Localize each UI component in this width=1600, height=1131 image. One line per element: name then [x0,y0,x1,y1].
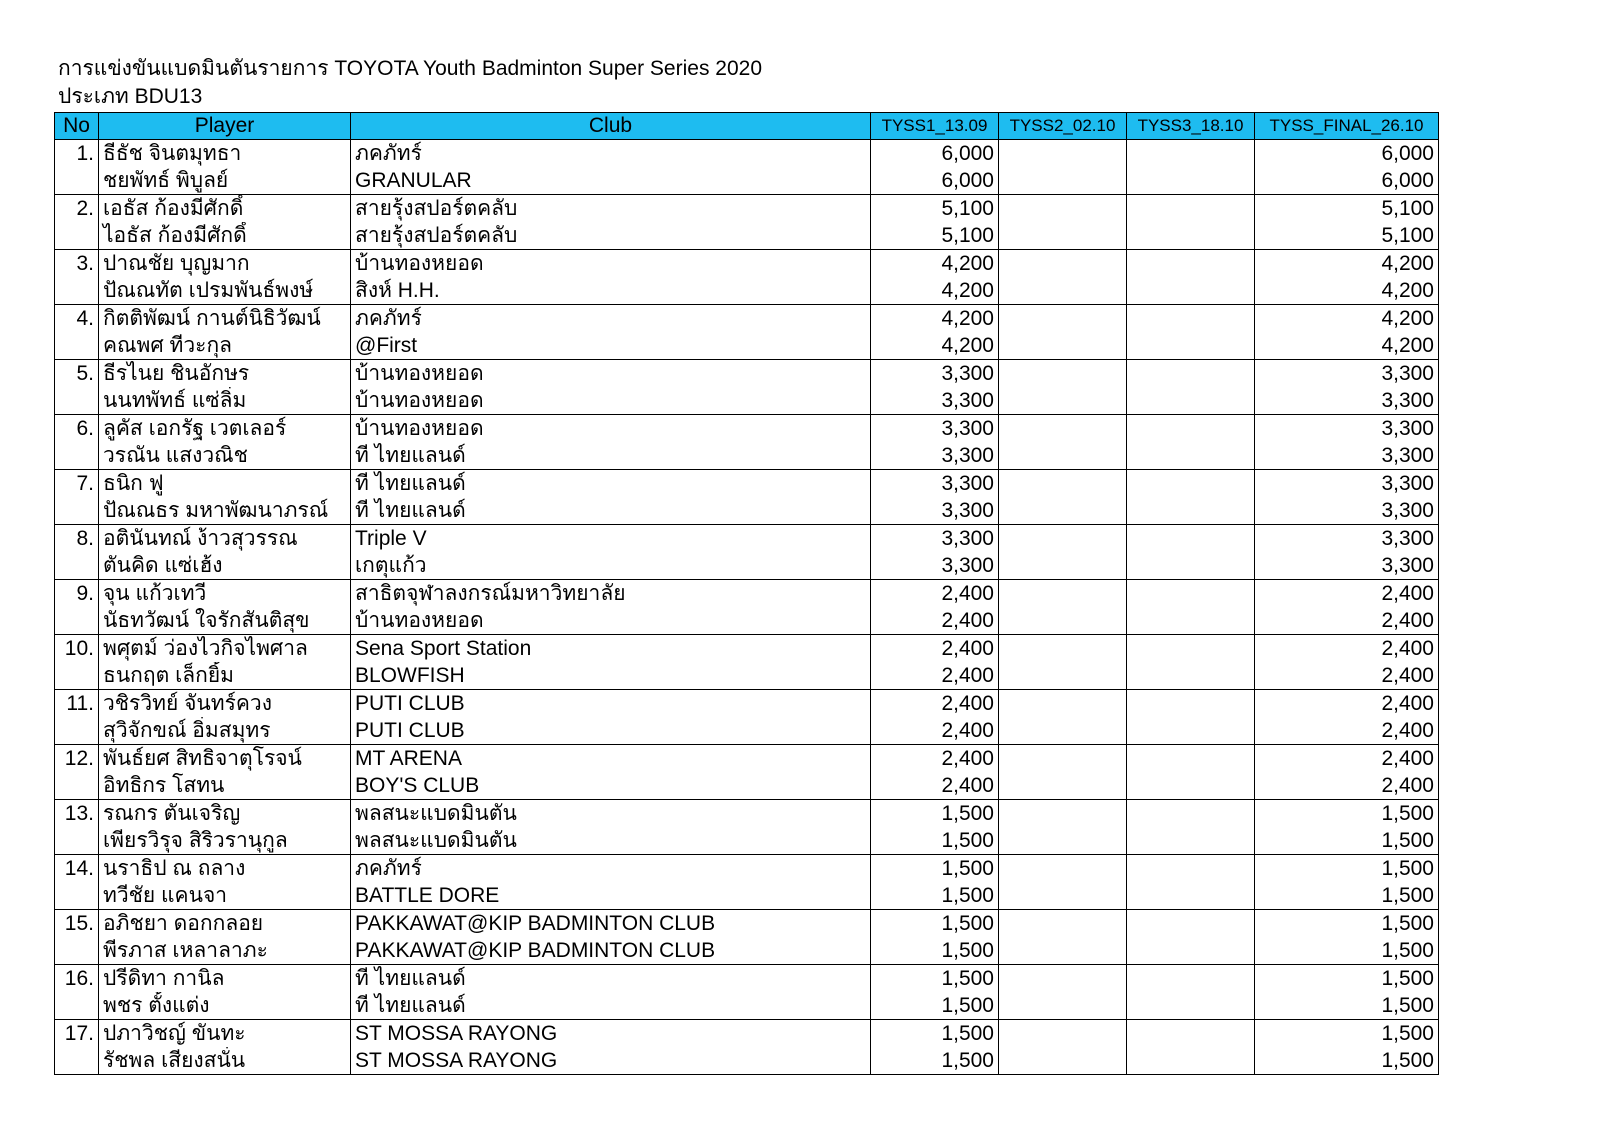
club-name-cell: ที ไทยแลนด์ [351,965,871,993]
tyss2-points-cell [999,662,1127,690]
player-name-cell: นนทพัทธ์ แซ่ลิ่ม [99,387,351,415]
tyss3-points-cell [1127,607,1255,635]
club-name-cell: MT ARENA [351,745,871,773]
table-row [55,690,1439,718]
tyss1-points-cell: 2,400 [871,690,999,718]
table-row [55,992,1439,1020]
final-points-cell: 6,000 [1255,167,1439,195]
tyss1-points-cell: 1,500 [871,937,999,965]
document-title: การแข่งขันแบดมินตันรายการ TOYOTA Youth Badminton Super Series 2020 [58,57,762,80]
tyss1-points-cell: 1,500 [871,855,999,883]
tyss2-points-cell [999,1020,1127,1048]
tyss2-points-cell [999,470,1127,498]
tyss3-points-cell [1127,717,1255,745]
club-name-cell: เกตุแก้ว [351,552,871,580]
rank-number-cell [55,442,99,470]
final-points-cell: 1,500 [1255,855,1439,883]
tyss1-points-cell: 1,500 [871,827,999,855]
final-points-cell: 3,300 [1255,442,1439,470]
club-name-cell: บ้านทองหยอด [351,415,871,443]
tyss2-points-cell [999,442,1127,470]
player-name-cell: ปาณชัย บุญมาก [99,250,351,278]
tyss3-points-cell [1127,360,1255,388]
tyss1-points-cell: 6,000 [871,140,999,168]
column-header-final: TYSS_FINAL_26.10 [1255,113,1439,140]
player-name-cell: รณกร ตันเจริญ [99,800,351,828]
table-row [55,965,1439,993]
player-name-cell: พันธ์ยศ สิทธิจาตุโรจน์ [99,745,351,773]
club-name-cell: บ้านทองหยอด [351,360,871,388]
rank-number-cell [55,277,99,305]
tyss1-points-cell: 2,400 [871,662,999,690]
player-name-cell: ลูคัส เอกรัฐ เวตเลอร์ [99,415,351,443]
table-row [55,525,1439,553]
tyss1-points-cell: 1,500 [871,910,999,938]
club-name-cell: ที ไทยแลนด์ [351,992,871,1020]
club-name-cell: BOY'S CLUB [351,772,871,800]
player-name-cell: คณพศ ทีวะกุล [99,332,351,360]
tyss2-points-cell [999,195,1127,223]
club-name-cell: ภคภัทร์ [351,855,871,883]
table-row [55,497,1439,525]
tyss2-points-cell [999,607,1127,635]
tyss2-points-cell [999,525,1127,553]
rank-number-cell: 8. [55,525,99,553]
table-row [55,332,1439,360]
tyss2-points-cell [999,717,1127,745]
tyss3-points-cell [1127,470,1255,498]
player-name-cell: เอธัส ก้องมีศักดิ์ [99,195,351,223]
rank-number-cell: 17. [55,1020,99,1048]
final-points-cell: 1,500 [1255,800,1439,828]
table-row [55,607,1439,635]
rank-number-cell: 14. [55,855,99,883]
table-row [55,470,1439,498]
final-points-cell: 6,000 [1255,140,1439,168]
final-points-cell: 5,100 [1255,195,1439,223]
tyss3-points-cell [1127,222,1255,250]
final-points-cell: 2,400 [1255,580,1439,608]
table-row [55,250,1439,278]
rank-number-cell [55,607,99,635]
ranking-table [54,112,1439,1075]
table-row [55,827,1439,855]
tyss3-points-cell [1127,442,1255,470]
rank-number-cell [55,222,99,250]
rank-number-cell: 10. [55,635,99,663]
rank-number-cell [55,827,99,855]
final-points-cell: 1,500 [1255,937,1439,965]
tyss3-points-cell [1127,305,1255,333]
table-row [55,635,1439,663]
table-row [55,662,1439,690]
tyss2-points-cell [999,305,1127,333]
player-name-cell: สุวิจักขณ์ อิ่มสมุทร [99,717,351,745]
tyss3-points-cell [1127,415,1255,443]
tyss2-points-cell [999,167,1127,195]
rank-number-cell [55,882,99,910]
player-name-cell: ไอธัส ก้องมีศักดิ์ [99,222,351,250]
tyss2-points-cell [999,910,1127,938]
rank-number-cell [55,167,99,195]
tyss3-points-cell [1127,332,1255,360]
rank-number-cell: 7. [55,470,99,498]
tyss1-points-cell: 1,500 [871,800,999,828]
column-header-club: Club [351,113,871,140]
tyss3-points-cell [1127,910,1255,938]
club-name-cell: บ้านทองหยอด [351,250,871,278]
tyss1-points-cell: 3,300 [871,525,999,553]
club-name-cell: BLOWFISH [351,662,871,690]
player-name-cell: กิตติพัฒน์ กานต์นิธิวัฒน์ [99,305,351,333]
final-points-cell: 1,500 [1255,910,1439,938]
club-name-cell: ภคภัทร์ [351,305,871,333]
tyss1-points-cell: 2,400 [871,607,999,635]
club-name-cell: พลสนะแบดมินตัน [351,800,871,828]
club-name-cell: GRANULAR [351,167,871,195]
tyss1-points-cell: 1,500 [871,1020,999,1048]
rank-number-cell: 6. [55,415,99,443]
tyss3-points-cell [1127,965,1255,993]
tyss2-points-cell [999,855,1127,883]
player-name-cell: วชิรวิทย์ จันทร์ควง [99,690,351,718]
tyss2-points-cell [999,937,1127,965]
table-row [55,717,1439,745]
tyss1-points-cell: 1,500 [871,992,999,1020]
player-name-cell: ทวีชัย แคนจา [99,882,351,910]
rank-number-cell [55,772,99,800]
table-row [55,580,1439,608]
final-points-cell: 2,400 [1255,745,1439,773]
tyss3-points-cell [1127,497,1255,525]
column-header-player: Player [99,113,351,140]
rank-number-cell: 1. [55,140,99,168]
tyss3-points-cell [1127,1047,1255,1075]
rank-number-cell: 2. [55,195,99,223]
table-row [55,222,1439,250]
player-name-cell: ตันคิด แซ่เฮ้ง [99,552,351,580]
club-name-cell: ST MOSSA RAYONG [351,1020,871,1048]
rank-number-cell [55,1047,99,1075]
player-name-cell: ชยพัทธ์ พิบูลย์ [99,167,351,195]
table-header-row [55,113,1439,140]
tyss3-points-cell [1127,277,1255,305]
tyss2-points-cell [999,992,1127,1020]
player-name-cell: อิทธิกร โสทน [99,772,351,800]
tyss3-points-cell [1127,387,1255,415]
tyss1-points-cell: 2,400 [871,635,999,663]
table-row [55,937,1439,965]
final-points-cell: 2,400 [1255,772,1439,800]
club-name-cell: PAKKAWAT@KIP BADMINTON CLUB [351,937,871,965]
tyss1-points-cell: 4,200 [871,250,999,278]
column-header-tyss2: TYSS2_02.10 [999,113,1127,140]
tyss1-points-cell: 2,400 [871,745,999,773]
final-points-cell: 4,200 [1255,250,1439,278]
final-points-cell: 2,400 [1255,662,1439,690]
tyss2-points-cell [999,250,1127,278]
club-name-cell: สิงห์ H.H. [351,277,871,305]
final-points-cell: 3,300 [1255,470,1439,498]
tyss2-points-cell [999,222,1127,250]
club-name-cell: PUTI CLUB [351,690,871,718]
final-points-cell: 3,300 [1255,525,1439,553]
player-name-cell: อภิชยา ดอกกลอย [99,910,351,938]
final-points-cell: 4,200 [1255,305,1439,333]
rank-number-cell: 15. [55,910,99,938]
tyss1-points-cell: 1,500 [871,965,999,993]
tyss2-points-cell [999,332,1127,360]
final-points-cell: 1,500 [1255,827,1439,855]
table-row [55,305,1439,333]
rank-number-cell [55,662,99,690]
tyss2-points-cell [999,360,1127,388]
tyss2-points-cell [999,1047,1127,1075]
player-name-cell: ปัณณทัต เปรมพันธ์พงษ์ [99,277,351,305]
club-name-cell: PUTI CLUB [351,717,871,745]
tyss3-points-cell [1127,140,1255,168]
tyss1-points-cell: 5,100 [871,222,999,250]
table-row [55,1020,1439,1048]
player-name-cell: พชร ตั้งแต่ง [99,992,351,1020]
club-name-cell: สายรุ้งสปอร์ตคลับ [351,195,871,223]
rank-number-cell: 5. [55,360,99,388]
rank-number-cell [55,937,99,965]
tyss3-points-cell [1127,992,1255,1020]
player-name-cell: นราธิป ณ ถลาง [99,855,351,883]
player-name-cell: ปัณณธร มหาพัฒนาภรณ์ [99,497,351,525]
rank-number-cell: 12. [55,745,99,773]
final-points-cell: 5,100 [1255,222,1439,250]
tyss1-points-cell: 3,300 [871,470,999,498]
club-name-cell: Triple V [351,525,871,553]
club-name-cell: Sena Sport Station [351,635,871,663]
tyss3-points-cell [1127,167,1255,195]
table-row [55,415,1439,443]
tyss1-points-cell: 4,200 [871,332,999,360]
final-points-cell: 2,400 [1255,635,1439,663]
tyss1-points-cell: 2,400 [871,580,999,608]
player-name-cell: ธนกฤต เล็กยิ้ม [99,662,351,690]
rank-number-cell: 3. [55,250,99,278]
rank-number-cell [55,552,99,580]
tyss2-points-cell [999,690,1127,718]
column-header-no: No [55,113,99,140]
rank-number-cell: 4. [55,305,99,333]
final-points-cell: 4,200 [1255,332,1439,360]
tyss3-points-cell [1127,690,1255,718]
tyss3-points-cell [1127,772,1255,800]
tyss2-points-cell [999,277,1127,305]
tyss1-points-cell: 2,400 [871,772,999,800]
tyss1-points-cell: 3,300 [871,442,999,470]
table-row [55,140,1439,168]
final-points-cell: 1,500 [1255,1020,1439,1048]
player-name-cell: วรณัน แสงวณิช [99,442,351,470]
tyss2-points-cell [999,415,1127,443]
tyss1-points-cell: 3,300 [871,387,999,415]
rank-number-cell: 9. [55,580,99,608]
club-name-cell: ที ไทยแลนด์ [351,470,871,498]
tyss2-points-cell [999,497,1127,525]
final-points-cell: 1,500 [1255,992,1439,1020]
table-row [55,882,1439,910]
tyss3-points-cell [1127,937,1255,965]
tyss2-points-cell [999,635,1127,663]
tyss3-points-cell [1127,525,1255,553]
table-row [55,360,1439,388]
club-name-cell: บ้านทองหยอด [351,607,871,635]
tyss3-points-cell [1127,882,1255,910]
tyss2-points-cell [999,882,1127,910]
club-name-cell: ST MOSSA RAYONG [351,1047,871,1075]
category-label: ประเภท BDU13 [58,85,203,108]
tyss1-points-cell: 3,300 [871,415,999,443]
tyss3-points-cell [1127,827,1255,855]
table-row [55,167,1439,195]
final-points-cell: 3,300 [1255,497,1439,525]
player-name-cell: ปรีดิทา กานิล [99,965,351,993]
final-points-cell: 4,200 [1255,277,1439,305]
final-points-cell: 3,300 [1255,360,1439,388]
table-row [55,442,1439,470]
tyss1-points-cell: 4,200 [871,305,999,333]
player-name-cell: จุน แก้วเทวี [99,580,351,608]
club-name-cell: ที ไทยแลนด์ [351,497,871,525]
club-name-cell: ที ไทยแลนด์ [351,442,871,470]
club-name-cell: สาธิตจุฬาลงกรณ์มหาวิทยาลัย [351,580,871,608]
tyss2-points-cell [999,552,1127,580]
rank-number-cell [55,717,99,745]
final-points-cell: 1,500 [1255,1047,1439,1075]
tyss1-points-cell: 5,100 [871,195,999,223]
table-row [55,552,1439,580]
player-name-cell: ปภาวิชญ์ ขันทะ [99,1020,351,1048]
table-row [55,387,1439,415]
table-row [55,277,1439,305]
rank-number-cell: 16. [55,965,99,993]
rank-number-cell [55,992,99,1020]
tyss2-points-cell [999,827,1127,855]
tyss1-points-cell: 1,500 [871,1047,999,1075]
tyss2-points-cell [999,965,1127,993]
player-name-cell: ธีรไนย ชินอักษร [99,360,351,388]
final-points-cell: 3,300 [1255,415,1439,443]
tyss3-points-cell [1127,1020,1255,1048]
table-row [55,745,1439,773]
final-points-cell: 2,400 [1255,690,1439,718]
tyss3-points-cell [1127,580,1255,608]
column-header-tyss1: TYSS1_13.09 [871,113,999,140]
tyss3-points-cell [1127,800,1255,828]
tyss1-points-cell: 2,400 [871,717,999,745]
player-name-cell: นัธทวัฒน์ ใจรักสันติสุข [99,607,351,635]
club-name-cell: PAKKAWAT@KIP BADMINTON CLUB [351,910,871,938]
tyss2-points-cell [999,745,1127,773]
tyss1-points-cell: 6,000 [871,167,999,195]
tyss1-points-cell: 3,300 [871,360,999,388]
table-row [55,800,1439,828]
rank-number-cell [55,332,99,360]
tyss3-points-cell [1127,745,1255,773]
tyss3-points-cell [1127,855,1255,883]
final-points-cell: 3,300 [1255,552,1439,580]
club-name-cell: ภคภัทร์ [351,140,871,168]
club-name-cell: @First [351,332,871,360]
player-name-cell: พศุตม์ ว่องไวกิจไพศาล [99,635,351,663]
tyss3-points-cell [1127,195,1255,223]
table-row [55,855,1439,883]
tyss3-points-cell [1127,552,1255,580]
tyss2-points-cell [999,580,1127,608]
rank-number-cell: 11. [55,690,99,718]
tyss1-points-cell: 3,300 [871,497,999,525]
tyss1-points-cell: 4,200 [871,277,999,305]
tyss3-points-cell [1127,662,1255,690]
rank-number-cell: 13. [55,800,99,828]
final-points-cell: 1,500 [1255,965,1439,993]
player-name-cell: ธีธัช จินตมุทธา [99,140,351,168]
table-row [55,195,1439,223]
tyss1-points-cell: 1,500 [871,882,999,910]
final-points-cell: 2,400 [1255,717,1439,745]
club-name-cell: BATTLE DORE [351,882,871,910]
player-name-cell: พีรภาส เหลาลาภะ [99,937,351,965]
tyss3-points-cell [1127,250,1255,278]
table-body [55,140,1439,1075]
tyss3-points-cell [1127,635,1255,663]
table-row [55,772,1439,800]
player-name-cell: ธนิก ฟู [99,470,351,498]
tyss2-points-cell [999,800,1127,828]
table-row [55,1047,1439,1075]
player-name-cell: รัชพล เสียงสนั่น [99,1047,351,1075]
table-row [55,910,1439,938]
rank-number-cell [55,387,99,415]
club-name-cell: พลสนะแบดมินตัน [351,827,871,855]
final-points-cell: 3,300 [1255,387,1439,415]
tyss2-points-cell [999,772,1127,800]
column-header-tyss3: TYSS3_18.10 [1127,113,1255,140]
tyss2-points-cell [999,140,1127,168]
final-points-cell: 2,400 [1255,607,1439,635]
player-name-cell: เพียรวิรุจ สิริวรานุกูล [99,827,351,855]
club-name-cell: บ้านทองหยอด [351,387,871,415]
tyss2-points-cell [999,387,1127,415]
tyss1-points-cell: 3,300 [871,552,999,580]
final-points-cell: 1,500 [1255,882,1439,910]
player-name-cell: อตินันทณ์ ง้าวสุวรรณ [99,525,351,553]
club-name-cell: สายรุ้งสปอร์ตคลับ [351,222,871,250]
rank-number-cell [55,497,99,525]
